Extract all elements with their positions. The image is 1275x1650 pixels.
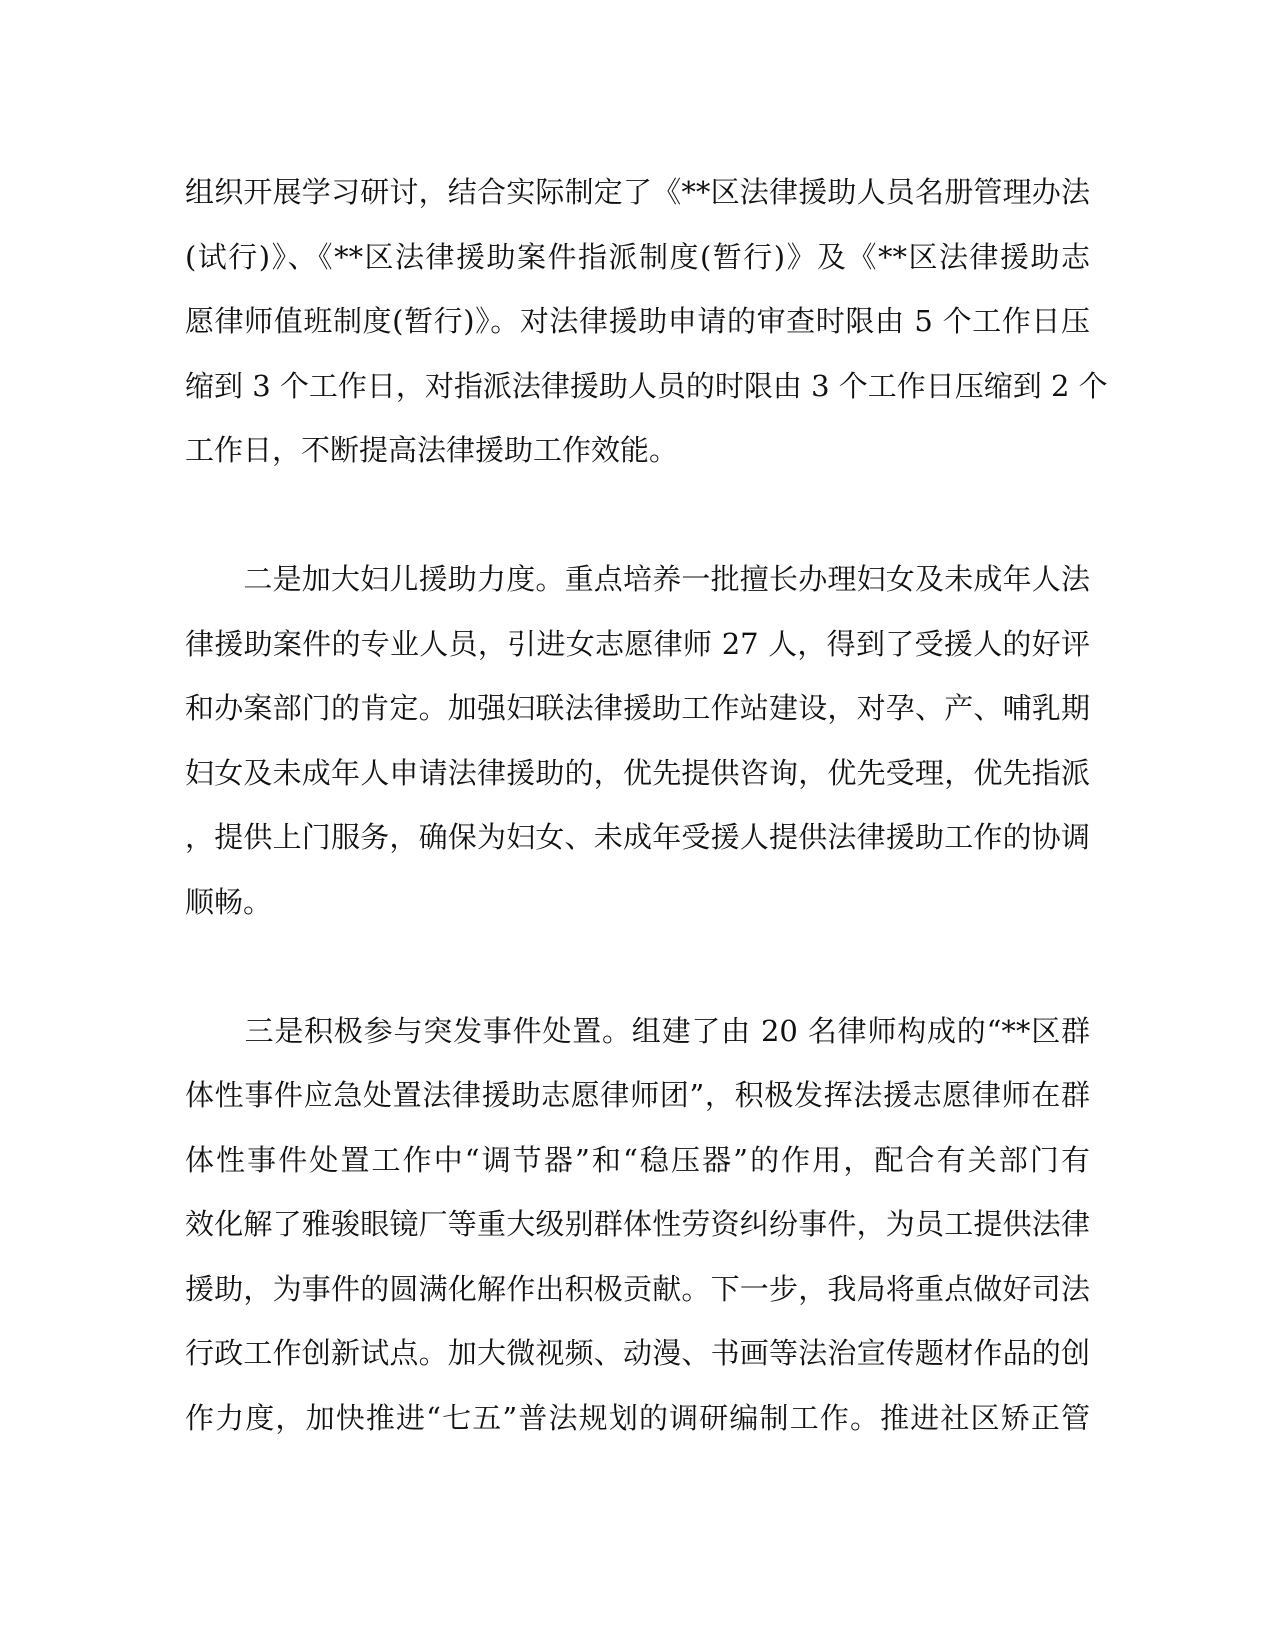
paragraph-emergency-response bbox=[185, 999, 1090, 1451]
document-body bbox=[185, 160, 1108, 1450]
text-line: 工作日，不断提高法律援助工作效能。 bbox=[185, 433, 679, 467]
text-line: 缩到 3 个工作日，对指派法律援助人员的时限由 3 个工作日压缩到 2 个 bbox=[185, 368, 1108, 403]
paragraph-gap bbox=[185, 483, 1090, 548]
text-line: 行政工作创新试点。加大微视频、动漫、书画等法治宣传题材作品的创 bbox=[185, 1336, 1090, 1370]
text-line: (试行)》、《**区法律援助案件指派制度(暂行)》及《**区法律援助志 bbox=[185, 239, 1090, 274]
text-line: 效化解了雅骏眼镜厂等重大级别群体性劳资纠纷事件，为员工提供法律 bbox=[185, 1207, 1090, 1241]
text-line: 体性事件处置工作中“调节器”和“稳压器”的作用，配合有关部门有 bbox=[185, 1142, 1090, 1177]
text-line: 二是加大妇儿援助力度。重点培养一批擅长办理妇女及未成年人法 bbox=[185, 562, 1090, 596]
text-line: 愿律师值班制度(暂行)》。对法律援助申请的审查时限由 5 个工作日压 bbox=[185, 304, 1090, 338]
text-line: 组织开展学习研讨，结合实际制定了《**区法律援助人员名册管理办法 bbox=[185, 175, 1090, 209]
text-line: 援助，为事件的圆满化解作出积极贡献。下一步，我局将重点做好司法 bbox=[185, 1271, 1090, 1306]
text-line: 体性事件应急处置法律援助志愿律师团”，积极发挥法援志愿律师在群 bbox=[185, 1078, 1090, 1112]
text-line: 作力度，加快推进“七五”普法规划的调研编制工作。推进社区矫正管 bbox=[185, 1400, 1090, 1435]
paragraph-women-children-aid bbox=[185, 547, 1090, 934]
text-line: 妇女及未成年人申请法律援助的，优先提供咨询，优先受理，优先指派 bbox=[185, 755, 1090, 790]
text-line: 和办案部门的肯定。加强妇联法律援助工作站建设，对孕、产、哺乳期 bbox=[185, 691, 1090, 725]
text-line: 三是积极参与突发事件处置。组建了由 20 名律师构成的“**区群 bbox=[185, 1013, 1090, 1048]
text-line: ，提供上门服务，确保为妇女、未成年受援人提供法律援助工作的协调 bbox=[185, 820, 1090, 854]
text-line: 顺畅。 bbox=[185, 884, 273, 919]
paragraph-gap bbox=[185, 934, 1090, 999]
text-line: 律援助案件的专业人员，引进女志愿律师 27 人，得到了受援人的好评 bbox=[185, 626, 1090, 661]
paragraph-time-limits bbox=[185, 160, 1108, 483]
